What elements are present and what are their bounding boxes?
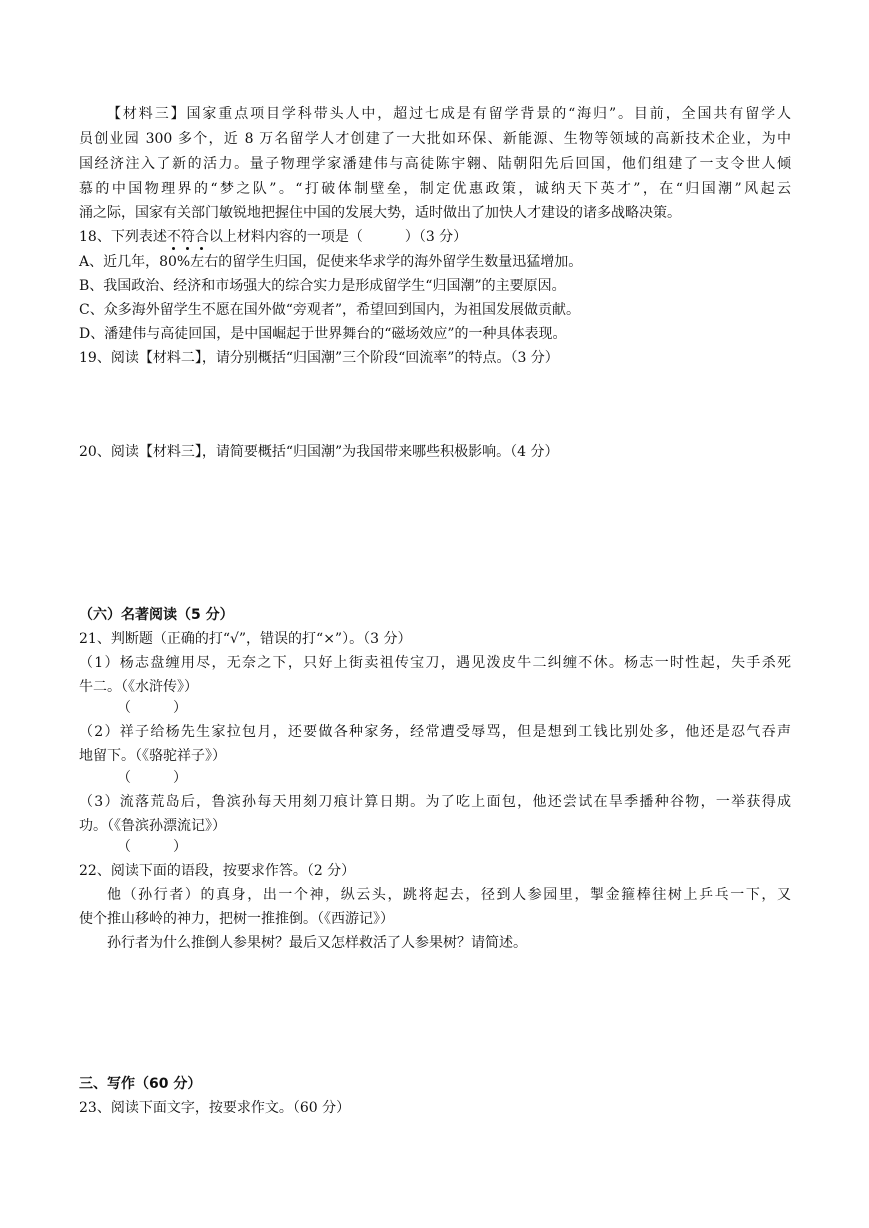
question-23: 23、阅读下面文字，按要求作文。（60 分）: [79, 1100, 351, 1116]
q22-passage-line-2: 使个推山移岭的神力，把树一推推倒。（《西游记》）: [79, 911, 394, 927]
q22-question: 孙行者为什么推倒人参果树？最后又怎样救活了人参果树？请简述。: [107, 935, 527, 951]
q21-item-1-line-1: （1）杨志盘缠用尽，无奈之下，只好上街卖祖传宝刀，遇见泼皮牛二纠缠不休。杨志一时性起，失手杀死: [79, 655, 791, 671]
material3-line-1: 【材料三】国家重点项目学科带头人中，超过七成是有留学背景的“海归”。目前，全国共有留学人: [107, 106, 791, 122]
q21-item-1-blank: （ ）: [117, 700, 187, 716]
material3-line-3: 国经济注入了新的活力。量子物理学家潘建伟与高徒陈宇翱、陆朝阳先后回国，他们组建了一支令世人倾: [79, 156, 791, 172]
q22-passage-line-1: 他（孙行者）的真身，出一个神，纵云头，跳将起去，径到人参园里，掣金箍棒往树上乒乓一下，又: [107, 887, 791, 903]
q21-item-3-line-1: （3）流落荒岛后，鲁滨孙每天用刻刀痕计算日期。为了吃上面包，他还尝试在旱季播种谷物，一举获得成: [79, 794, 791, 810]
section-3-title: 三、写作（60 分）: [79, 1076, 202, 1092]
material3-line-2: 员创业园 300 多个，近 8 万名留学人才创建了一大批如环保、新能源、生物等领域的高新技术企业，为中: [79, 131, 791, 147]
emphasis-char: 符: [181, 229, 195, 245]
q18-suffix: 以上材料内容的一项是（ ）（3 分）: [208, 229, 468, 245]
q18-option-a: A、近几年，80%左右的留学生归国，促使来华求学的海外留学生数量迅猛增加。: [79, 254, 583, 270]
q18-option-d: D、潘建伟与高徒回国，是中国崛起于世界舞台的“磁场效应”的一种具体表现。: [79, 326, 567, 342]
question-20: 20、阅读【材料三】，请简要概括“归国潮”为我国带来哪些积极影响。（4 分）: [79, 444, 559, 460]
question-21: 21、判断题（正确的打“√”，错误的打“×”）。（3 分）: [79, 631, 412, 647]
question-22: 22、阅读下面的语段，按要求作答。（2 分）: [79, 863, 356, 879]
section-6-title: （六）名著阅读（5 分）: [79, 607, 234, 623]
question-19: 19、阅读【材料二】，请分别概括“归国潮”三个阶段“回流率”的特点。（3 分）: [79, 350, 559, 366]
emphasis-char: 不: [167, 229, 181, 245]
q18-option-c: C、众多海外留学生不愿在国外做“旁观者”，希望回到国内，为祖国发展做贡献。: [79, 302, 581, 318]
q18-prefix: 18、下列表述: [79, 229, 167, 245]
q21-item-3-line-2: 功。（《鲁滨孙漂流记》）: [79, 818, 226, 834]
q21-item-2-line-2: 地留下。（《骆驼祥子》）: [79, 748, 226, 764]
q21-item-1-line-2: 牛二。（《水浒传》）: [79, 679, 198, 695]
material3-line-5: 涌之际，国家有关部门敏锐地把握住中国的发展大势，适时做出了加快人才建设的诸多战略决策。: [79, 205, 681, 221]
question-18: [79, 225, 791, 249]
q18-option-b: B、我国政治、经济和市场强大的综合实力是形成留学生“归国潮”的主要原因。: [79, 278, 566, 294]
q21-item-2-blank: （ ）: [117, 770, 187, 786]
material3-line-4: 慕的中国物理界的“梦之队”。“打破体制壁垒，制定优惠政策，诚纳天下英才”，在“归国潮”风起云: [79, 181, 791, 197]
emphasis-char: 合: [195, 229, 209, 245]
q21-item-2-line-1: （2）祥子给杨先生家拉包月，还要做各种家务，经常遭受辱骂，但是想到工钱比别处多，他还是忍气吞声: [79, 724, 791, 740]
q21-item-3-blank: （ ）: [117, 839, 187, 855]
